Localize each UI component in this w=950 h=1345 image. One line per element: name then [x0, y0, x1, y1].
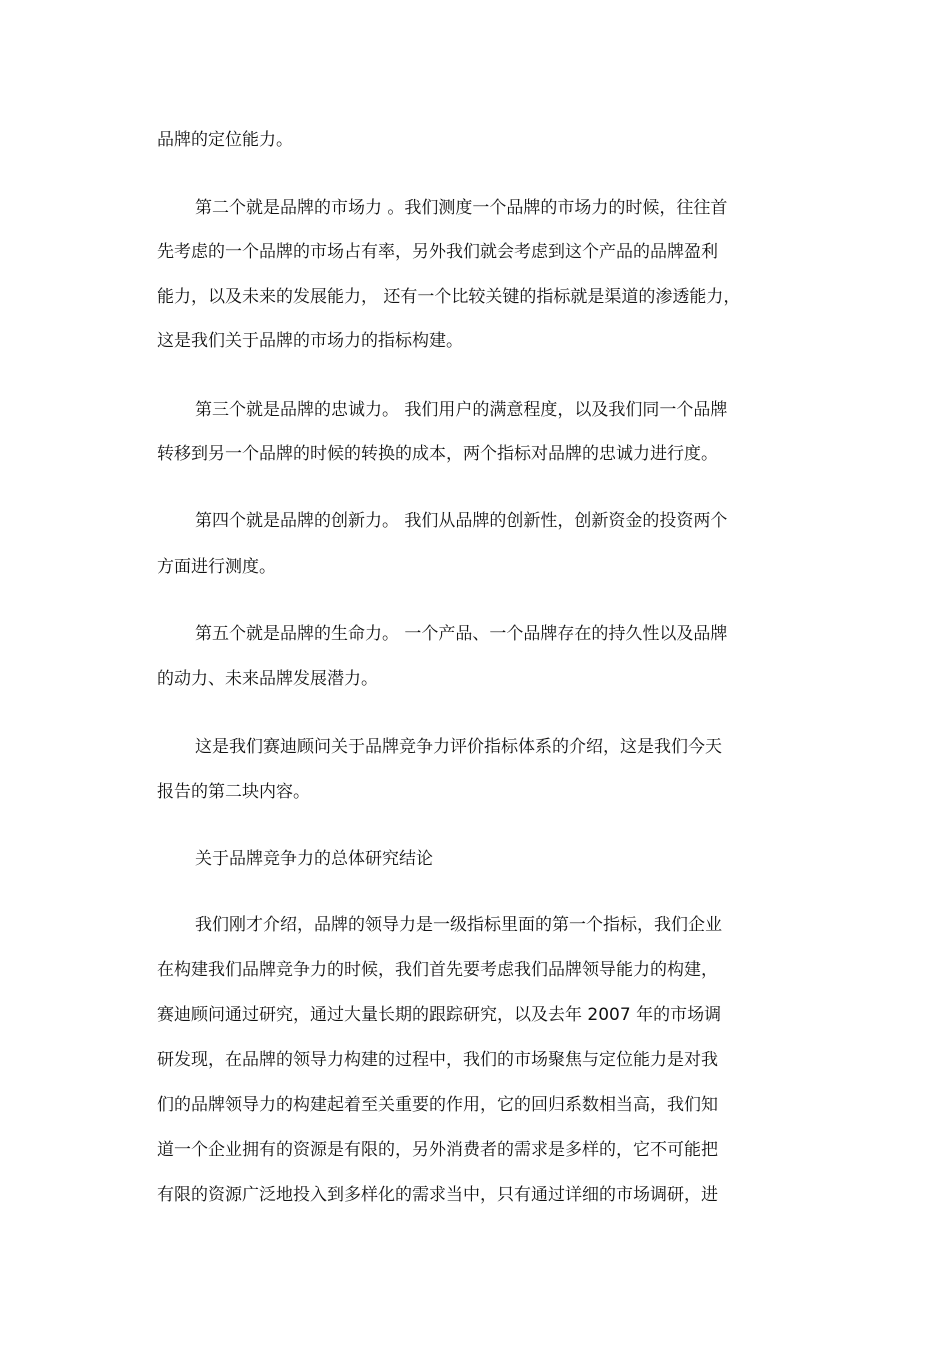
text-line: 品牌的定位能力。 [157, 130, 293, 150]
text-line: 转移到另一个品牌的时候的转换的成本，两个指标对品牌的忠诚力进行度。 [157, 444, 718, 464]
text-line: 赛迪顾问通过研究，通过大量长期的跟踪研究，以及去年 2007 年的市场调 [157, 1005, 722, 1025]
text-line: 能力，以及未来的发展能力， 还有一个比较关键的指标就是渠道的渗透能力， [157, 287, 741, 307]
text-line: 第三个就是品牌的忠诚力。 我们用户的满意程度，以及我们同一个品牌 [195, 400, 728, 420]
text-line: 方面进行测度。 [157, 557, 276, 577]
text-line: 研发现，在品牌的领导力构建的过程中，我们的市场聚焦与定位能力是对我 [157, 1050, 718, 1070]
text-line: 报告的第二块内容。 [157, 782, 310, 802]
section-heading: 关于品牌竞争力的总体研究结论 [195, 849, 433, 869]
text-line: 我们刚才介绍，品牌的领导力是一级指标里面的第一个指标，我们企业 [195, 915, 722, 935]
text-line: 有限的资源广泛地投入到多样化的需求当中，只有通过详细的市场调研，进 [157, 1185, 718, 1205]
text-line: 这是我们赛迪顾问关于品牌竞争力评价指标体系的介绍，这是我们今天 [195, 737, 722, 757]
text-line: 在构建我们品牌竞争力的时候，我们首先要考虑我们品牌领导能力的构建， [157, 960, 718, 980]
text-line: 道一个企业拥有的资源是有限的，另外消费者的需求是多样的，它不可能把 [157, 1140, 718, 1160]
text-line: 第五个就是品牌的生命力。 一个产品、一个品牌存在的持久性以及品牌 [195, 624, 728, 644]
text-line: 先考虑的一个品牌的市场占有率，另外我们就会考虑到这个产品的品牌盈利 [157, 242, 718, 262]
text-line: 第二个就是品牌的市场力 。我们测度一个品牌的市场力的时候，往往首 [195, 198, 728, 218]
text-line: 的动力、未来品牌发展潜力。 [157, 669, 378, 689]
text-line: 们的品牌领导力的构建起着至关重要的作用，它的回归系数相当高，我们知 [157, 1095, 718, 1115]
text-line: 第四个就是品牌的创新力。 我们从品牌的创新性，创新资金的投资两个 [195, 511, 728, 531]
text-line: 这是我们关于品牌的市场力的指标构建。 [157, 331, 463, 351]
